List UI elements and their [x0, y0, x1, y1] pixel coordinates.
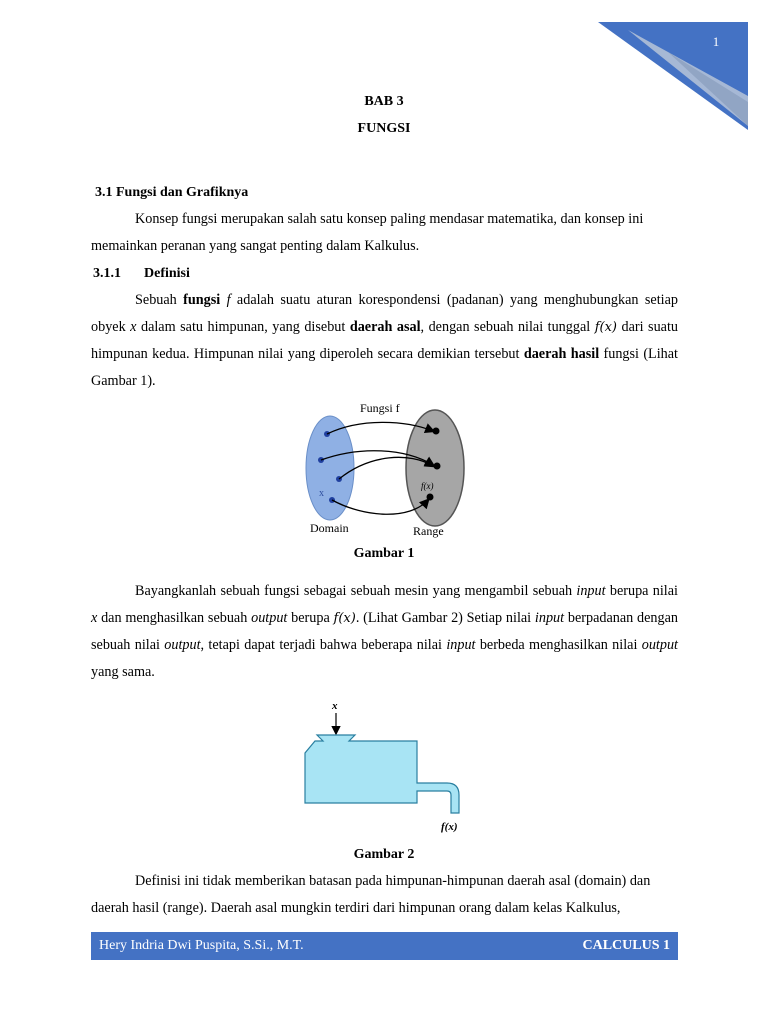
figure2-caption: Gambar 2: [353, 847, 415, 862]
range-point: [427, 494, 434, 501]
intro-line-2: memainkan peranan yang sangat penting dalam Kalkulus.: [91, 238, 420, 254]
math-fx: f(x): [594, 320, 617, 335]
text: dalam satu himpunan, yang disebut: [136, 319, 350, 335]
text: . (Lihat Gambar 2) Setiap nilai: [355, 610, 535, 626]
text: berupa nilai: [605, 583, 678, 599]
text: , tetapi dapat terjadi bahwa beberapa nilai: [200, 637, 447, 653]
math-fx: f(x): [333, 611, 356, 626]
fx-label: f(x): [421, 481, 434, 491]
subsection-number: 3.1.1: [93, 266, 121, 281]
subsection-title: Definisi: [144, 266, 190, 281]
em-input: input: [534, 610, 565, 626]
function-label: Fungsi f: [360, 401, 400, 415]
machine-body: [305, 735, 459, 813]
page-footer: [91, 932, 678, 960]
input-x-label: x: [332, 700, 338, 712]
var-x: x: [130, 319, 137, 335]
x-label: x: [319, 488, 324, 499]
term-daerah-asal: daerah asal: [349, 319, 421, 335]
text: berbeda menghasilkan nilai: [475, 637, 642, 653]
var-x: x: [91, 610, 98, 626]
text: adalah suatu aturan korespondensi (padanan) yang menghubungkan setiap obyek: [91, 292, 678, 335]
chapter-title: FUNGSI: [357, 121, 411, 136]
var-f: f: [220, 292, 231, 308]
range-label: Range: [413, 524, 444, 538]
figure1-caption: Gambar 1: [353, 546, 415, 561]
page-number: 1: [712, 34, 720, 49]
em-output: output: [164, 637, 201, 653]
text: berpadanan dengan sebuah nilai: [91, 610, 678, 653]
footer-course: CALCULUS 1: [582, 938, 670, 953]
function-machine-diagram: [295, 695, 475, 837]
em-output: output: [251, 610, 288, 626]
footer-author: Hery Indria Dwi Puspita, S.Si., M.T.: [99, 938, 304, 953]
em-output: output: [641, 637, 678, 653]
text: , dengan sebuah nilai tunggal: [420, 319, 595, 335]
closing-line-1: Definisi ini tidak memberikan batasan pada himpunan-himpunan daerah asal (domain) dan: [135, 873, 651, 889]
em-input: input: [576, 583, 606, 599]
text: dan menghasilkan sebuah: [97, 610, 252, 626]
text: dari suatu himpunan kedua. Himpunan nilai yang diperoleh secara demikian tersebut: [91, 319, 678, 362]
chapter-label: BAB 3: [364, 94, 404, 109]
function-mapping-diagram: [290, 396, 480, 544]
range-point: [434, 463, 441, 470]
text: fungsi (Lihat Gambar 1).: [91, 346, 678, 389]
intro-paragraph: [91, 206, 678, 260]
text: berupa: [287, 610, 334, 626]
closing-line-2: daerah hasil (range). Daerah asal mungkin terdiri dari himpunan orang dalam kelas Kalkulus,: [91, 900, 621, 916]
definition-paragraph: [91, 287, 678, 395]
text: yang sama.: [91, 664, 155, 680]
range-point: [433, 428, 440, 435]
domain-label: Domain: [310, 521, 349, 535]
term-fungsi: fungsi: [183, 292, 221, 308]
em-input: input: [446, 637, 476, 653]
closing-paragraph: [91, 868, 678, 922]
machine-paragraph: [91, 578, 678, 686]
text: Bayangkanlah sebuah fungsi sebagai sebuah mesin yang mengambil sebuah: [135, 583, 577, 599]
term-daerah-hasil: daerah hasil: [523, 346, 600, 362]
text: Sebuah: [135, 292, 184, 308]
subsection-heading: [93, 266, 190, 282]
section-heading: 3.1 Fungsi dan Grafiknya: [95, 185, 249, 200]
intro-line-1: Konsep fungsi merupakan salah satu konsep paling mendasar matematika, dan konsep ini: [135, 211, 644, 227]
output-fx-label: f(x): [441, 821, 458, 833]
domain-set: [306, 416, 354, 520]
